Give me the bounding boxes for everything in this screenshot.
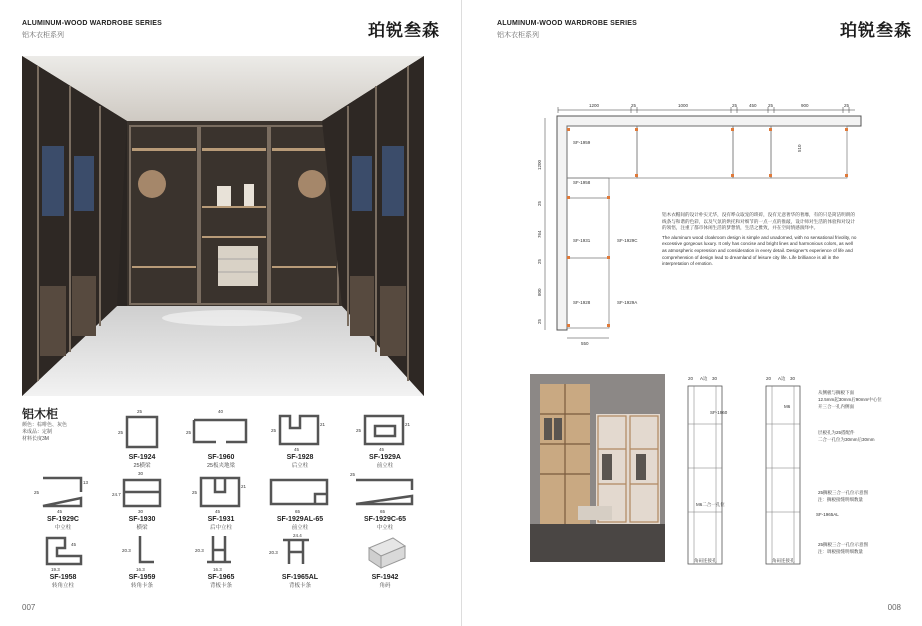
dim-label: 45 — [294, 447, 300, 452]
dim-label: 19.3 — [51, 567, 60, 572]
dim-label: 25 — [137, 409, 143, 414]
legend-line: 材料长度3M — [22, 436, 49, 442]
profile-name: 后中立柱 — [209, 525, 232, 531]
page-number: 007 — [22, 603, 36, 612]
dim-label: 30 — [138, 509, 144, 514]
dim-label: 20.3 — [122, 548, 131, 553]
elev-label: 角码连接孔 — [694, 558, 717, 563]
dim-label: 25 — [844, 103, 850, 108]
dim-label: 25 — [537, 318, 542, 324]
elev-label: 开三合一孔内侧面 — [818, 404, 854, 409]
dim-label: A边 — [700, 376, 708, 381]
profile-code: SF-1930 — [128, 516, 156, 523]
dim-label: 30 — [790, 376, 796, 381]
elev-label: 25搁板三合一孔位示意图 — [818, 490, 869, 495]
dim-label: 510 — [797, 144, 802, 152]
profile-sf-1924 — [97, 408, 187, 469]
dim-label: 45 — [57, 509, 63, 514]
elev-label: 角码连接孔 — [772, 558, 795, 563]
dim-label: 30 — [138, 471, 144, 476]
elev-label: 二合一孔位为30mm后30mm — [818, 437, 875, 442]
plan-label: SF-1929C — [617, 238, 638, 243]
profile-code: SF-1929AL-65 — [276, 516, 324, 523]
plan-label: SF-1958 — [573, 180, 591, 185]
left-page — [0, 0, 460, 626]
profile-name: 中立柱 — [376, 525, 394, 531]
profile-sf-1960 — [176, 408, 266, 469]
elev-label: SF-1960 — [710, 410, 728, 415]
elev-label: SF-1965AL — [816, 512, 839, 517]
dim-label: 16.3 — [213, 567, 222, 572]
dim-label: 20 — [766, 376, 772, 381]
dim-label: 45 — [71, 542, 77, 547]
profile-name: 25横梁 — [133, 463, 151, 469]
elevation-drawing-left — [680, 372, 770, 573]
profile-sf-1965 — [176, 532, 266, 589]
profile-name: 横梁 — [136, 525, 148, 531]
dim-label: 30 — [712, 376, 718, 381]
dim-label: 25 — [186, 430, 192, 435]
dim-label: 21 — [405, 422, 411, 427]
profile-sf-1958 — [18, 532, 108, 589]
closet-photo-2 — [530, 374, 665, 567]
dim-label: 25 — [537, 258, 542, 264]
elev-label: M6二合一孔位 — [696, 502, 725, 507]
profile-code: SF-1929A — [369, 454, 401, 461]
dim-label: 13 — [83, 480, 89, 485]
legend-line: 米成品：定制 — [22, 429, 53, 435]
design-description — [662, 212, 858, 271]
dim-label: 25 — [537, 200, 542, 206]
plan-label: SF-1959 — [573, 140, 591, 145]
profile-code: SF-1958 — [49, 574, 77, 581]
profile-name: 中立柱 — [54, 525, 72, 531]
dim-label: 20.3 — [269, 550, 278, 555]
dim-label: 20 — [688, 376, 694, 381]
plan-label: SF-1929A — [617, 300, 638, 305]
dim-label: 65 — [380, 509, 386, 514]
dim-label: 65 — [295, 509, 301, 514]
page-number: 008 — [887, 603, 901, 612]
legend-line: 颜色：棕啡色、灰色 — [22, 422, 68, 428]
dim-label: 800 — [537, 288, 542, 296]
dim-label: 25 — [34, 490, 40, 495]
dim-label: 45 — [379, 447, 385, 452]
description-en: The aluminum wood cloakroom design is simple and unadorned, with no sensational frivolity, no excessive gorgeous luxury. It only has concise and bright lines and harmonious colors, as well as atmospheric expression and consideration in every detail. Designer's experience of life and comprehension of design lead to dreamland of leisure city life. Life brilliance is all in the interpretation of emotion. — [662, 234, 857, 267]
closet-photo — [22, 56, 424, 401]
description-cn: 铝木衣帽间的设计朴实无华，没有哗众取宠的琐碎，没有无意奢华的奢靡，有的只是简洁明朗的线条与和谐的色彩，以及气氛的烘托和对细节的一点一点的推敲，设计师对生活的体验和对设计的领悟，注重了都市休闲生活的梦想情，生活之雅致，并在空间情感演绎中。 — [662, 212, 855, 231]
dim-label: 25 — [350, 472, 356, 477]
profile-sf-1959 — [97, 532, 187, 589]
profile-name: 转角立柱 — [51, 583, 74, 589]
profile-name: 25板夹地梁 — [206, 463, 236, 469]
series-title-en: ALUMINUM-WOOD WARDROBE SERIES — [22, 20, 162, 27]
profile-name: 转角卡条 — [130, 583, 153, 589]
dim-label: 40 — [218, 409, 224, 414]
profile-sf-1931 — [176, 470, 266, 531]
dim-label: 21 — [320, 422, 326, 427]
elev-label: 12.5mm起30mm后90mm中心位 — [818, 397, 882, 402]
elev-label: 层板孔为25搭配件 — [818, 430, 855, 435]
profile-name: 角码 — [379, 583, 391, 589]
dim-label: 900 — [801, 103, 809, 108]
profile-sf-1929c-65 — [340, 470, 430, 531]
elev-label: 从侧板与搁板下面 — [818, 390, 854, 395]
dim-label: 25 — [356, 428, 362, 433]
profile-name: 背板卡条 — [209, 583, 232, 589]
profile-code: SF-1928 — [286, 454, 314, 461]
dim-label: A边 — [778, 376, 786, 381]
dim-label: 25 — [271, 428, 277, 433]
profile-sf-1929a — [340, 408, 430, 469]
profile-sf-1929c — [18, 470, 108, 531]
dim-label: 24.7 — [112, 492, 121, 497]
profile-legend — [22, 405, 67, 443]
dim-label: 25 — [732, 103, 738, 108]
dim-label: 1200 — [537, 159, 542, 170]
dim-label: 20.3 — [195, 548, 204, 553]
profile-code: SF-1924 — [128, 454, 156, 461]
brand-logo: 珀锐叁森 — [840, 21, 912, 41]
dim-label: 1000 — [678, 103, 689, 108]
profile-sf-1942 — [340, 532, 430, 589]
profile-name: 背板卡条 — [288, 583, 311, 589]
profile-sf-1929al-65 — [255, 470, 345, 531]
elev-label: 注：搁板接缝明细数量 — [818, 497, 863, 502]
elevation-drawing-right — [758, 372, 888, 573]
profile-name: 后立柱 — [291, 463, 309, 469]
profile-code: SF-1931 — [207, 516, 235, 523]
dim-label: 450 — [749, 103, 757, 108]
dim-label: 25 — [631, 103, 637, 108]
profile-code: SF-1965AL — [281, 574, 319, 581]
elev-label: 注：调板接缝明细数量 — [818, 549, 863, 554]
profile-sf-1965al — [255, 532, 345, 589]
dim-label: 550 — [581, 341, 589, 346]
dim-label: 24.4 — [293, 533, 302, 538]
profile-code: SF-1929C-65 — [363, 516, 407, 523]
profile-name: 前立柱 — [376, 463, 394, 469]
elev-label: 25搁板三合一孔位示意图 — [818, 542, 869, 547]
brand-logo: 珀锐叁森 — [368, 21, 440, 41]
profile-code: SF-1960 — [207, 454, 235, 461]
dim-label: 25 — [192, 490, 198, 495]
profile-code: SF-1929C — [47, 516, 79, 523]
elev-label: M6 — [784, 404, 791, 409]
profile-code: SF-1965 — [207, 574, 235, 581]
dim-label: 25 — [118, 430, 124, 435]
series-title-cn: 铝木衣柜系列 — [22, 32, 64, 39]
dim-label: 45 — [215, 509, 221, 514]
legend-title: 铝木柜 — [22, 407, 59, 421]
dim-label: 21 — [241, 484, 247, 489]
dim-label: 764 — [537, 230, 542, 238]
plan-label: SF-1931 — [573, 238, 591, 243]
dim-label: 1200 — [589, 103, 600, 108]
series-title-cn: 铝木衣柜系列 — [497, 32, 539, 39]
profile-sf-1930 — [97, 470, 187, 531]
profile-name: 前立柱 — [291, 525, 309, 531]
profile-code: SF-1942 — [371, 574, 399, 581]
dim-label: 25 — [768, 103, 774, 108]
profile-sf-1928 — [255, 408, 345, 469]
plan-label: SF-1928 — [573, 300, 591, 305]
dim-label: 16.3 — [136, 567, 145, 572]
profile-code: SF-1959 — [128, 574, 156, 581]
series-title-en: ALUMINUM-WOOD WARDROBE SERIES — [497, 20, 637, 27]
